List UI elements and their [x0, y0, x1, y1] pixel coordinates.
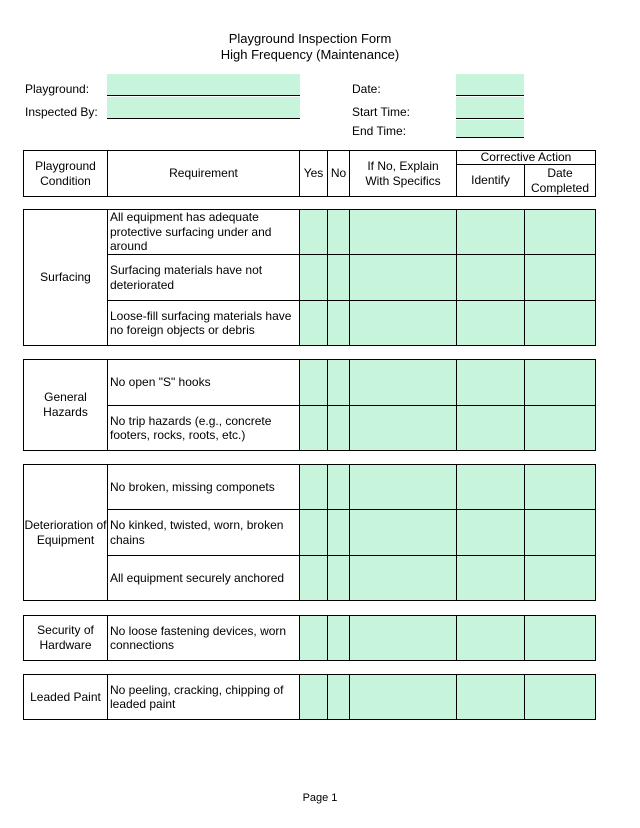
requirement-text: No loose fastening devices, worn connections — [110, 623, 287, 652]
identify-cell[interactable] — [456, 674, 525, 720]
date-completed-cell[interactable] — [524, 615, 596, 661]
header-requirement — [107, 150, 300, 197]
date-completed-cell[interactable] — [524, 555, 596, 601]
no-cell[interactable] — [327, 300, 350, 346]
requirement-row — [107, 615, 300, 661]
requirement-row — [107, 674, 300, 720]
no-cell[interactable] — [327, 674, 350, 720]
form-subtitle: High Frequency (Maintenance) — [220, 47, 400, 62]
yes-cell[interactable] — [299, 509, 328, 556]
form-title: Playground Inspection Form — [228, 31, 392, 46]
no-cell[interactable] — [327, 209, 350, 255]
requirement-row — [107, 254, 300, 301]
requirement-row — [107, 464, 300, 510]
explain-cell[interactable] — [349, 555, 457, 601]
requirement-text: No broken, missing componets — [110, 479, 275, 494]
no-cell[interactable] — [327, 464, 350, 510]
condition-deterioration — [23, 464, 108, 601]
yes-cell[interactable] — [299, 209, 328, 255]
identify-cell[interactable] — [456, 464, 525, 510]
inspected-by-label: Inspected By: — [25, 105, 98, 119]
no-cell[interactable] — [327, 509, 350, 556]
header-identify-text: Identify — [471, 173, 510, 187]
date-completed-cell[interactable] — [524, 209, 596, 255]
start-time-input[interactable] — [456, 97, 524, 119]
header-condition-text: Playground Condition — [35, 158, 96, 188]
condition-leaded-paint — [23, 674, 108, 720]
condition-security-of-hardware — [23, 615, 108, 661]
identify-cell[interactable] — [456, 300, 525, 346]
header-yes-text: Yes — [303, 166, 324, 180]
playground-input[interactable] — [107, 74, 300, 96]
header-no — [327, 150, 350, 197]
header-yes — [299, 150, 328, 197]
header-date-completed — [524, 164, 596, 197]
yes-cell[interactable] — [299, 464, 328, 510]
header-explain — [349, 150, 457, 197]
requirement-text: No open "S" hooks — [110, 375, 211, 390]
date-label: Date: — [352, 82, 381, 96]
requirement-text: All equipment securely anchored — [110, 570, 285, 585]
end-time-label: End Time: — [352, 124, 407, 138]
date-completed-cell[interactable] — [524, 464, 596, 510]
end-time-input[interactable] — [456, 120, 524, 138]
no-cell[interactable] — [327, 615, 350, 661]
requirement-text: No trip hazards (e.g., concrete footers, rocks, roots, etc.) — [110, 413, 272, 442]
condition-surfacing — [23, 209, 108, 346]
header-corrective-action — [456, 150, 596, 165]
requirement-text: No peeling, cracking, chipping of leaded paint — [110, 682, 284, 711]
condition-surfacing-text: Surfacing — [40, 270, 91, 284]
start-time-label: Start Time: — [352, 105, 411, 119]
header-identify — [456, 164, 525, 197]
header-condition — [23, 150, 108, 197]
condition-security-of-hardware-text: Security of Hardware — [37, 623, 94, 652]
header-date-completed-text: Date Completed — [530, 165, 590, 195]
header-requirement-text: Requirement — [169, 166, 238, 180]
date-completed-cell[interactable] — [524, 405, 596, 451]
explain-cell[interactable] — [349, 359, 457, 406]
header-no-text: No — [330, 166, 347, 180]
no-cell[interactable] — [327, 555, 350, 601]
identify-cell[interactable] — [456, 555, 525, 601]
yes-cell[interactable] — [299, 300, 328, 346]
requirement-text: Surfacing materials have not deteriorated — [110, 263, 263, 292]
condition-general-hazards-text: General Hazards — [43, 390, 88, 419]
explain-cell[interactable] — [349, 254, 457, 301]
no-cell[interactable] — [327, 405, 350, 451]
requirement-row — [107, 509, 300, 556]
identify-cell[interactable] — [456, 509, 525, 556]
no-cell[interactable] — [327, 359, 350, 406]
condition-general-hazards — [23, 359, 108, 451]
identify-cell[interactable] — [456, 405, 525, 451]
yes-cell[interactable] — [299, 405, 328, 451]
yes-cell[interactable] — [299, 254, 328, 301]
identify-cell[interactable] — [456, 254, 525, 301]
explain-cell[interactable] — [349, 209, 457, 255]
identify-cell[interactable] — [456, 209, 525, 255]
identify-cell[interactable] — [456, 615, 525, 661]
yes-cell[interactable] — [299, 615, 328, 661]
requirement-text: All equipment has adequate protective surfacing under and around — [110, 210, 272, 254]
date-completed-cell[interactable] — [524, 509, 596, 556]
date-completed-cell[interactable] — [524, 674, 596, 720]
requirement-row — [107, 405, 300, 451]
requirement-text: Loose-fill surfacing materials have no foreign objects or debris — [110, 308, 292, 337]
explain-cell[interactable] — [349, 464, 457, 510]
yes-cell[interactable] — [299, 555, 328, 601]
explain-cell[interactable] — [349, 674, 457, 720]
requirement-row — [107, 300, 300, 346]
explain-cell[interactable] — [349, 300, 457, 346]
date-completed-cell[interactable] — [524, 254, 596, 301]
requirement-row — [107, 359, 300, 406]
date-completed-cell[interactable] — [524, 300, 596, 346]
identify-cell[interactable] — [456, 359, 525, 406]
explain-cell[interactable] — [349, 509, 457, 556]
inspected-by-input[interactable] — [107, 97, 300, 119]
requirement-row — [107, 209, 300, 255]
header-corrective-action-text: Corrective Action — [480, 150, 572, 164]
date-completed-cell[interactable] — [524, 359, 596, 406]
date-input[interactable] — [456, 74, 524, 96]
explain-cell[interactable] — [349, 405, 457, 451]
condition-leaded-paint-text: Leaded Paint — [30, 689, 101, 704]
no-cell[interactable] — [327, 254, 350, 301]
requirement-row — [107, 555, 300, 601]
page-number: Page 1 — [302, 792, 338, 804]
header-explain-text: If No, Explain With Specifics — [365, 158, 441, 188]
yes-cell[interactable] — [299, 674, 328, 720]
condition-deterioration-text: Deterioration of Equipment — [24, 517, 107, 547]
requirement-text: No kinked, twisted, worn, broken chains — [110, 518, 284, 547]
yes-cell[interactable] — [299, 359, 328, 406]
playground-label: Playground: — [25, 82, 90, 96]
explain-cell[interactable] — [349, 615, 457, 661]
